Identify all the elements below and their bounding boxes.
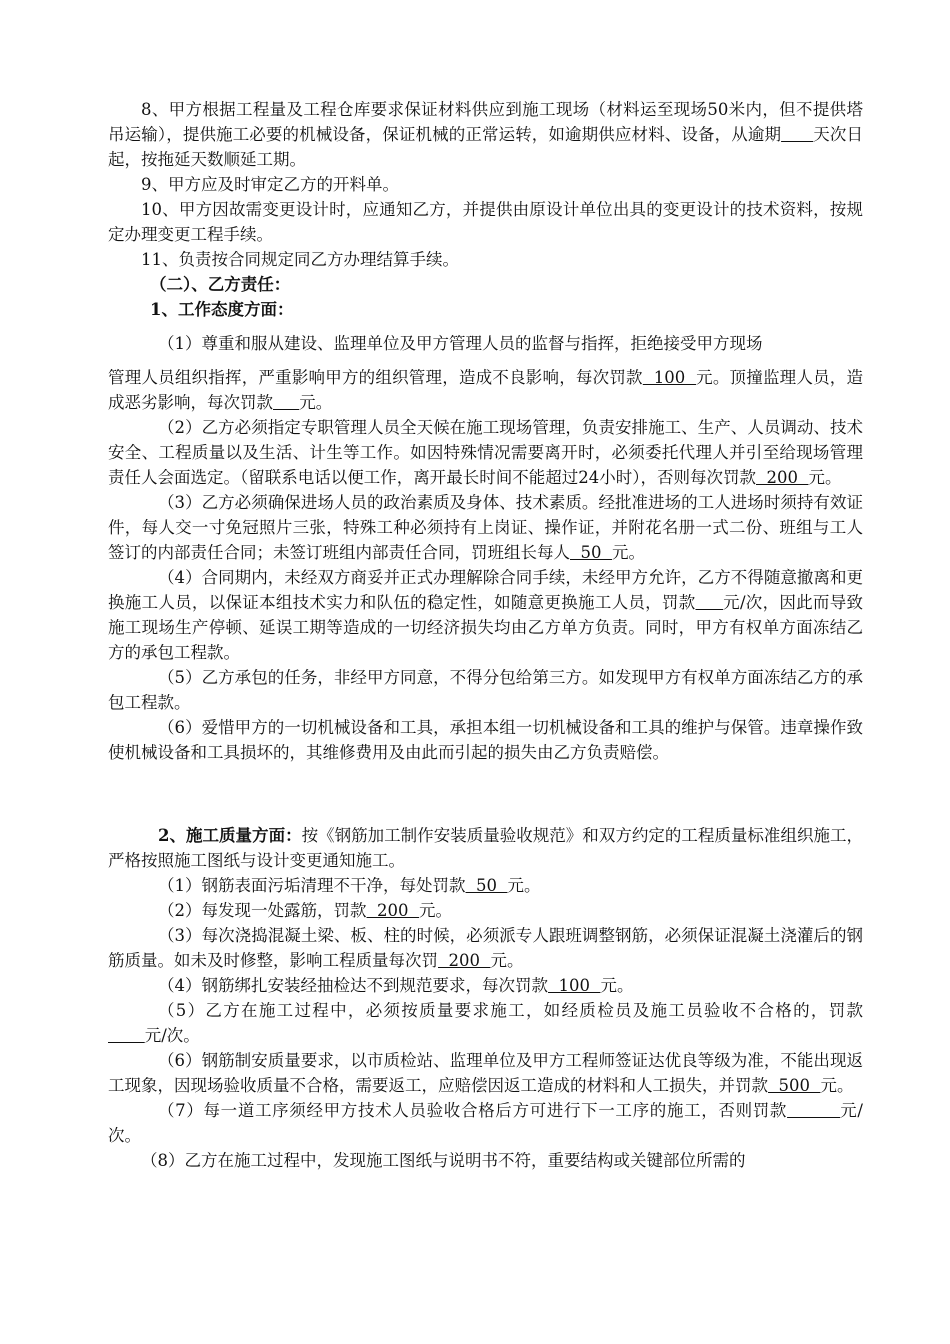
quality-section (108, 823, 863, 873)
attitude-item-1-end: 元。 (299, 393, 333, 412)
contract-page (108, 97, 863, 1173)
fine-blank (108, 1026, 145, 1045)
quality-item-2-end: 元。 (418, 901, 452, 920)
quality-item-3-text: （3）每次浇捣混凝土梁、板、柱的时候，必须派专人跟班调整钢筋，必须保证混凝土浇灌后的钢筋质量。如未及时修整，影响工程质量每次罚 (108, 926, 863, 970)
quality-item-7 (108, 1098, 863, 1148)
fine-amount: 200 (438, 951, 491, 970)
attitude-item-1-mid: 元。顶撞监理人员，造成恶劣影响，每次罚款 (108, 368, 864, 412)
fine-blank (696, 593, 724, 612)
clause-8-blank (781, 125, 813, 144)
quality-item-1-text: （1）钢筋表面污垢清理不干净，每处罚款 (158, 876, 466, 895)
fine-amount: 50 (570, 543, 612, 562)
quality-item-1 (108, 873, 863, 898)
quality-item-6 (108, 1048, 863, 1098)
attitude-item-6: （6）爱惜甲方的一切机械设备和工具，承担本组一切机械设备和工具的维护与保管。违章操作致使机械设备和工具损坏的，其维修费用及由此而引起的损失由乙方负责赔偿。 (108, 718, 863, 762)
fine-amount: 100 (642, 368, 697, 387)
quality-item-1-end: 元。 (507, 876, 541, 895)
attitude-item-2-text: （2）乙方必须指定专职管理人员全天候在施工现场管理，负责安排施工、生产、人员调动、技术安全、工程质量以及生活、计生等工作。如因特殊情况需要离开时，必须委托代理人并引至给现场管理责任人会面选定。（留联系电话以便工作，离开最长时间不能超过24小时），否则每次罚款 (108, 418, 863, 487)
quality-item-3-end: 元。 (490, 951, 524, 970)
subheading-work-attitude: 1、工作态度方面： (150, 300, 294, 319)
clause-11: 11、负责按合同规定同乙方办理结算手续。 (141, 250, 459, 269)
quality-item-5-end: 元/次。 (144, 1026, 200, 1045)
quality-item-4-end: 元。 (600, 976, 634, 995)
clause-8-text: 8、甲方根据工程量及工程仓库要求保证材料供应到施工现场（材料运至现场50米内，但不提供塔吊运输），提供施工必要的机械设备，保证机械的正常运转，如逾期供应材料、设备，从逾期 (108, 100, 863, 144)
fine-amount: 200 (366, 901, 419, 920)
clause-10: 10、甲方因故需变更设计时，应通知乙方，并提供由原设计单位出具的变更设计的技术资料，按规定办理变更工程手续。 (108, 200, 863, 244)
attitude-item-3 (108, 490, 863, 565)
attitude-item-4-text: （4）合同期内，未经双方商妥并正式办理解除合同手续，未经甲方允许，乙方不得随意撤离和更换施工人员，以保证本组技术实力和队伍的稳定性，如随意更换施工人员，罚款 (108, 568, 863, 612)
quality-item-6-text: （6）钢筋制安质量要求，以市质检站、监理单位及甲方工程师签证达优良等级为准，不能出现返工现象，因现场验收质量不合格，需要返工，应赔偿因返工造成的材料和人工损失，并罚款 (108, 1051, 863, 1095)
subheading-construction-quality: 2、施工质量方面： (158, 826, 302, 845)
fine-blank (787, 1101, 840, 1120)
fine-amount: 100 (548, 976, 601, 995)
clause-8 (108, 97, 863, 172)
attitude-item-1-line1: （1）尊重和服从建设、监理单位及甲方管理人员的监督与指挥，拒绝接受甲方现场 (158, 334, 763, 353)
quality-item-3 (108, 923, 863, 973)
clause-9: 9、甲方应及时审定乙方的开料单。 (141, 175, 399, 194)
attitude-item-2 (108, 415, 863, 490)
attitude-item-2-end: 元。 (808, 468, 842, 487)
quality-item-2 (108, 898, 863, 923)
quality-item-2-text: （2）每发现一处露筋，罚款 (158, 901, 367, 920)
quality-item-4-text: （4）钢筋绑扎安装经抽检达不到规范要求，每次罚款 (158, 976, 548, 995)
quality-item-4 (108, 973, 863, 998)
quality-item-7-end: 元/次。 (108, 1101, 863, 1145)
attitude-item-1-text: 管理人员组织指挥，严重影响甲方的组织管理，造成不良影响，每次罚款 (108, 368, 643, 387)
attitude-item-4 (108, 565, 863, 665)
quality-item-5 (108, 998, 863, 1048)
quality-item-5-text: （5）乙方在施工过程中，必须按质量要求施工，如经质检员及施工员验收不合格的，罚款 (158, 1001, 863, 1020)
quality-item-8: （8）乙方在施工过程中，发现施工图纸与说明书不符，重要结构或关键部位所需的 (141, 1151, 746, 1170)
quality-section-text: 按《钢筋加工制作安装质量验收规范》和双方约定的工程质量标准组织施工，严格按照施工图纸与设计变更通知施工。 (108, 826, 863, 870)
fine-amount: 50 (465, 876, 508, 895)
fine-blank (273, 393, 299, 412)
section-heading-party-b: （二）、乙方责任： (150, 275, 291, 294)
fine-amount: 500 (768, 1076, 821, 1095)
fine-amount: 200 (756, 468, 809, 487)
attitude-item-3-end: 元。 (611, 543, 645, 562)
quality-item-6-end: 元。 (820, 1076, 854, 1095)
attitude-item-4-end: 元/次，因此而导致施工现场生产停顿、延误工期等造成的一切经济损失均由乙方单方负责。同时，甲方有权单方面冻结乙方的承包工程款。 (108, 593, 863, 662)
quality-item-7-text: （7）每一道工序须经甲方技术人员验收合格后方可进行下一工序的施工，否则罚款 (158, 1101, 788, 1120)
clause-8-text-end: 天次日起，按拖延天数顺延工期。 (108, 125, 864, 169)
attitude-item-3-text: （3）乙方必须确保进场人员的政治素质及身体、技术素质。经批准进场的工人进场时须持有效证件，每人交一寸免冠照片三张，特殊工种必须持有上岗证、操作证，并附花名册一式二份、班组与工人签订的内部责任合同；未签订班组内部责任合同，罚班组长每人 (108, 493, 863, 562)
attitude-item-5: （5）乙方承包的任务，非经甲方同意，不得分包给第三方。如发现甲方有权单方面冻结乙方的承包工程款。 (108, 668, 863, 712)
attitude-item-1 (108, 365, 863, 415)
